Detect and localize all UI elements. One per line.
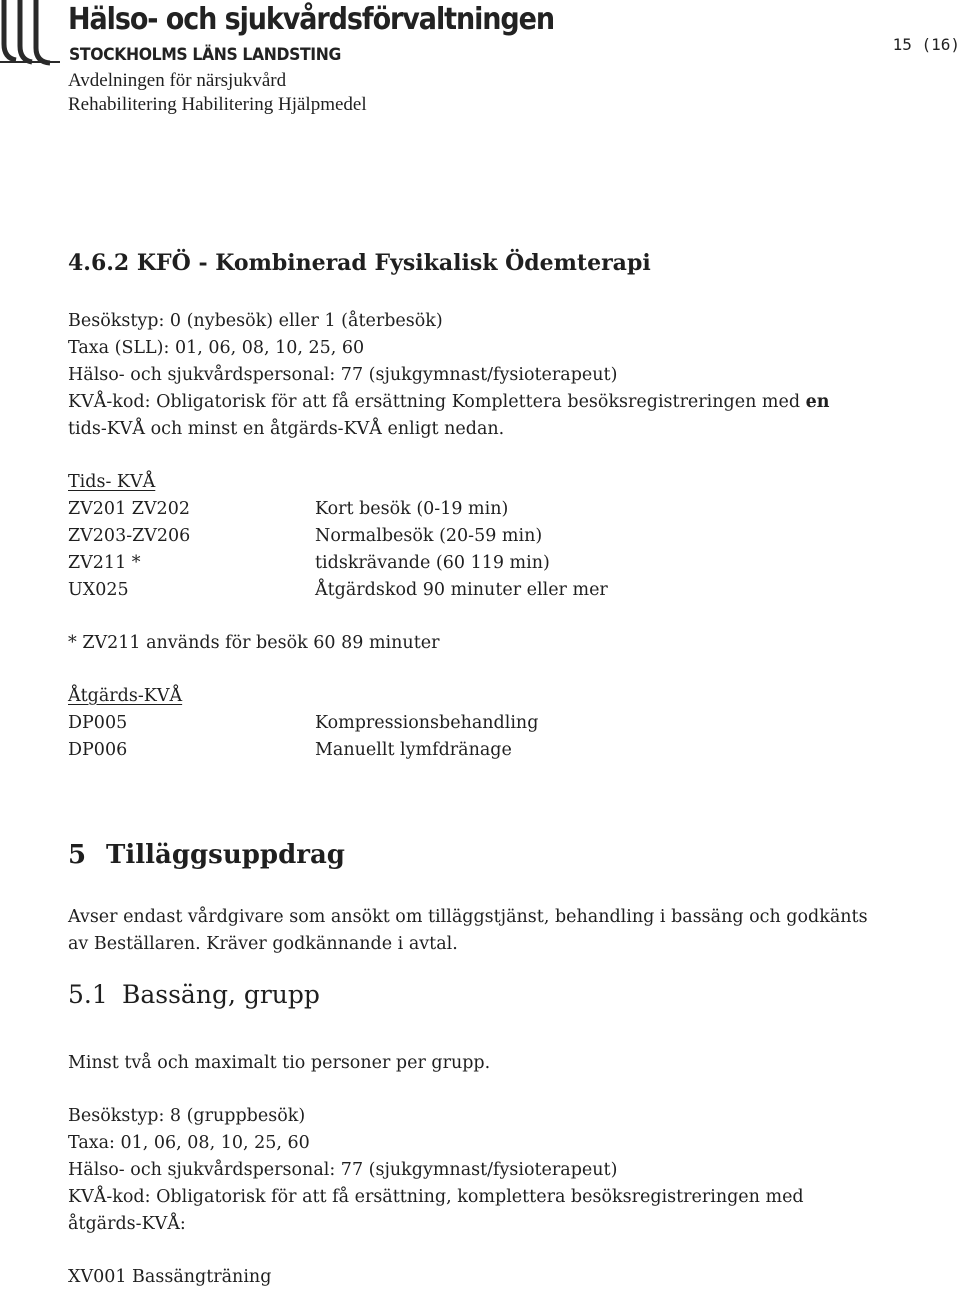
taxa-line: Taxa: 01, 06, 08, 10, 25, 60 (68, 1133, 310, 1153)
section-heading-4-6-2: 4.6.2 KFÖ - Kombinerad Fysikalisk Ödemterapi (68, 250, 651, 276)
kva-kod-line (68, 391, 830, 413)
page-number: 15 (16) (892, 35, 960, 54)
personal-line: Hälso- och sjukvårdspersonal: 77 (sjukgymnast/fysioterapeut) (68, 365, 618, 385)
kva-kod-text: KVÅ-kod: Obligatorisk för att få ersättning Komplettera besöksregistreringen med (68, 392, 801, 412)
atgards-kva-heading: Åtgärds-KVÅ (68, 686, 183, 706)
kva-description: Kort besök (0-19 min) (315, 499, 509, 519)
kva-kod-line: KVÅ-kod: Obligatorisk för att få ersättning, komplettera besöksregistreringen med (68, 1187, 804, 1207)
organization-logo (0, 0, 60, 66)
unit-name: Rehabilitering Habilitering Hjälpmedel (68, 94, 367, 115)
section-title: Bassäng, grupp (122, 980, 320, 1009)
kva-description: Manuellt lymfdränage (315, 740, 512, 760)
kva-kod-continuation: tids-KVÅ och minst en åtgärds-KVÅ enligt nedan. (68, 419, 505, 439)
kva-code: ZV203-ZV206 (68, 526, 191, 546)
taxa-line: Taxa (SLL): 01, 06, 08, 10, 25, 60 (68, 338, 365, 358)
section-heading-5 (68, 840, 345, 870)
kva-kod-emphasis: en (805, 392, 830, 412)
besokstyp-line: Besökstyp: 8 (gruppbesök) (68, 1106, 306, 1126)
organization-name: Hälso- och sjukvårdsförvaltningen (68, 2, 555, 37)
kva-description: Kompressionsbehandling (315, 713, 539, 733)
tids-kva-heading: Tids- KVÅ (68, 472, 156, 492)
section-number: 5.1 (68, 980, 108, 1009)
kva-code: ZV201 ZV202 (68, 499, 190, 519)
personal-line: Hälso- och sjukvårdspersonal: 77 (sjukgymnast/fysioterapeut) (68, 1160, 618, 1180)
kva-description: Normalbesök (20-59 min) (315, 526, 543, 546)
section-5-1-intro: Minst två och maximalt tio personer per grupp. (68, 1053, 491, 1073)
section-number: 5 (68, 840, 87, 870)
footnote: * ZV211 används för besök 60 89 minuter (68, 633, 440, 653)
section-5-line-1: Avser endast vårdgivare som ansökt om tilläggstjänst, behandling i bassäng och godkänts (68, 907, 868, 927)
kva-kod-continuation: åtgärds-KVÅ: (68, 1214, 186, 1234)
section-heading-5-1 (68, 980, 320, 1009)
kva-code: UX025 (68, 580, 129, 600)
kva-code: DP006 (68, 740, 128, 760)
section-title: Tilläggsuppdrag (106, 840, 345, 870)
kva-description: tidskrävande (60 119 min) (315, 553, 550, 573)
kva-description: Åtgärdskod 90 minuter eller mer (315, 580, 608, 600)
kva-code: ZV211 * (68, 553, 141, 573)
organization-subtitle: STOCKHOLMS LÄNS LANDSTING (69, 45, 341, 65)
section-5-line-2: av Beställaren. Kräver godkännande i avtal. (68, 934, 458, 954)
besokstyp-line: Besökstyp: 0 (nybesök) eller 1 (återbesök) (68, 311, 443, 331)
department-name: Avdelningen för närsjukvård (68, 70, 287, 91)
kva-item: XV001 Bassängträning (68, 1267, 272, 1287)
kva-code: DP005 (68, 713, 128, 733)
